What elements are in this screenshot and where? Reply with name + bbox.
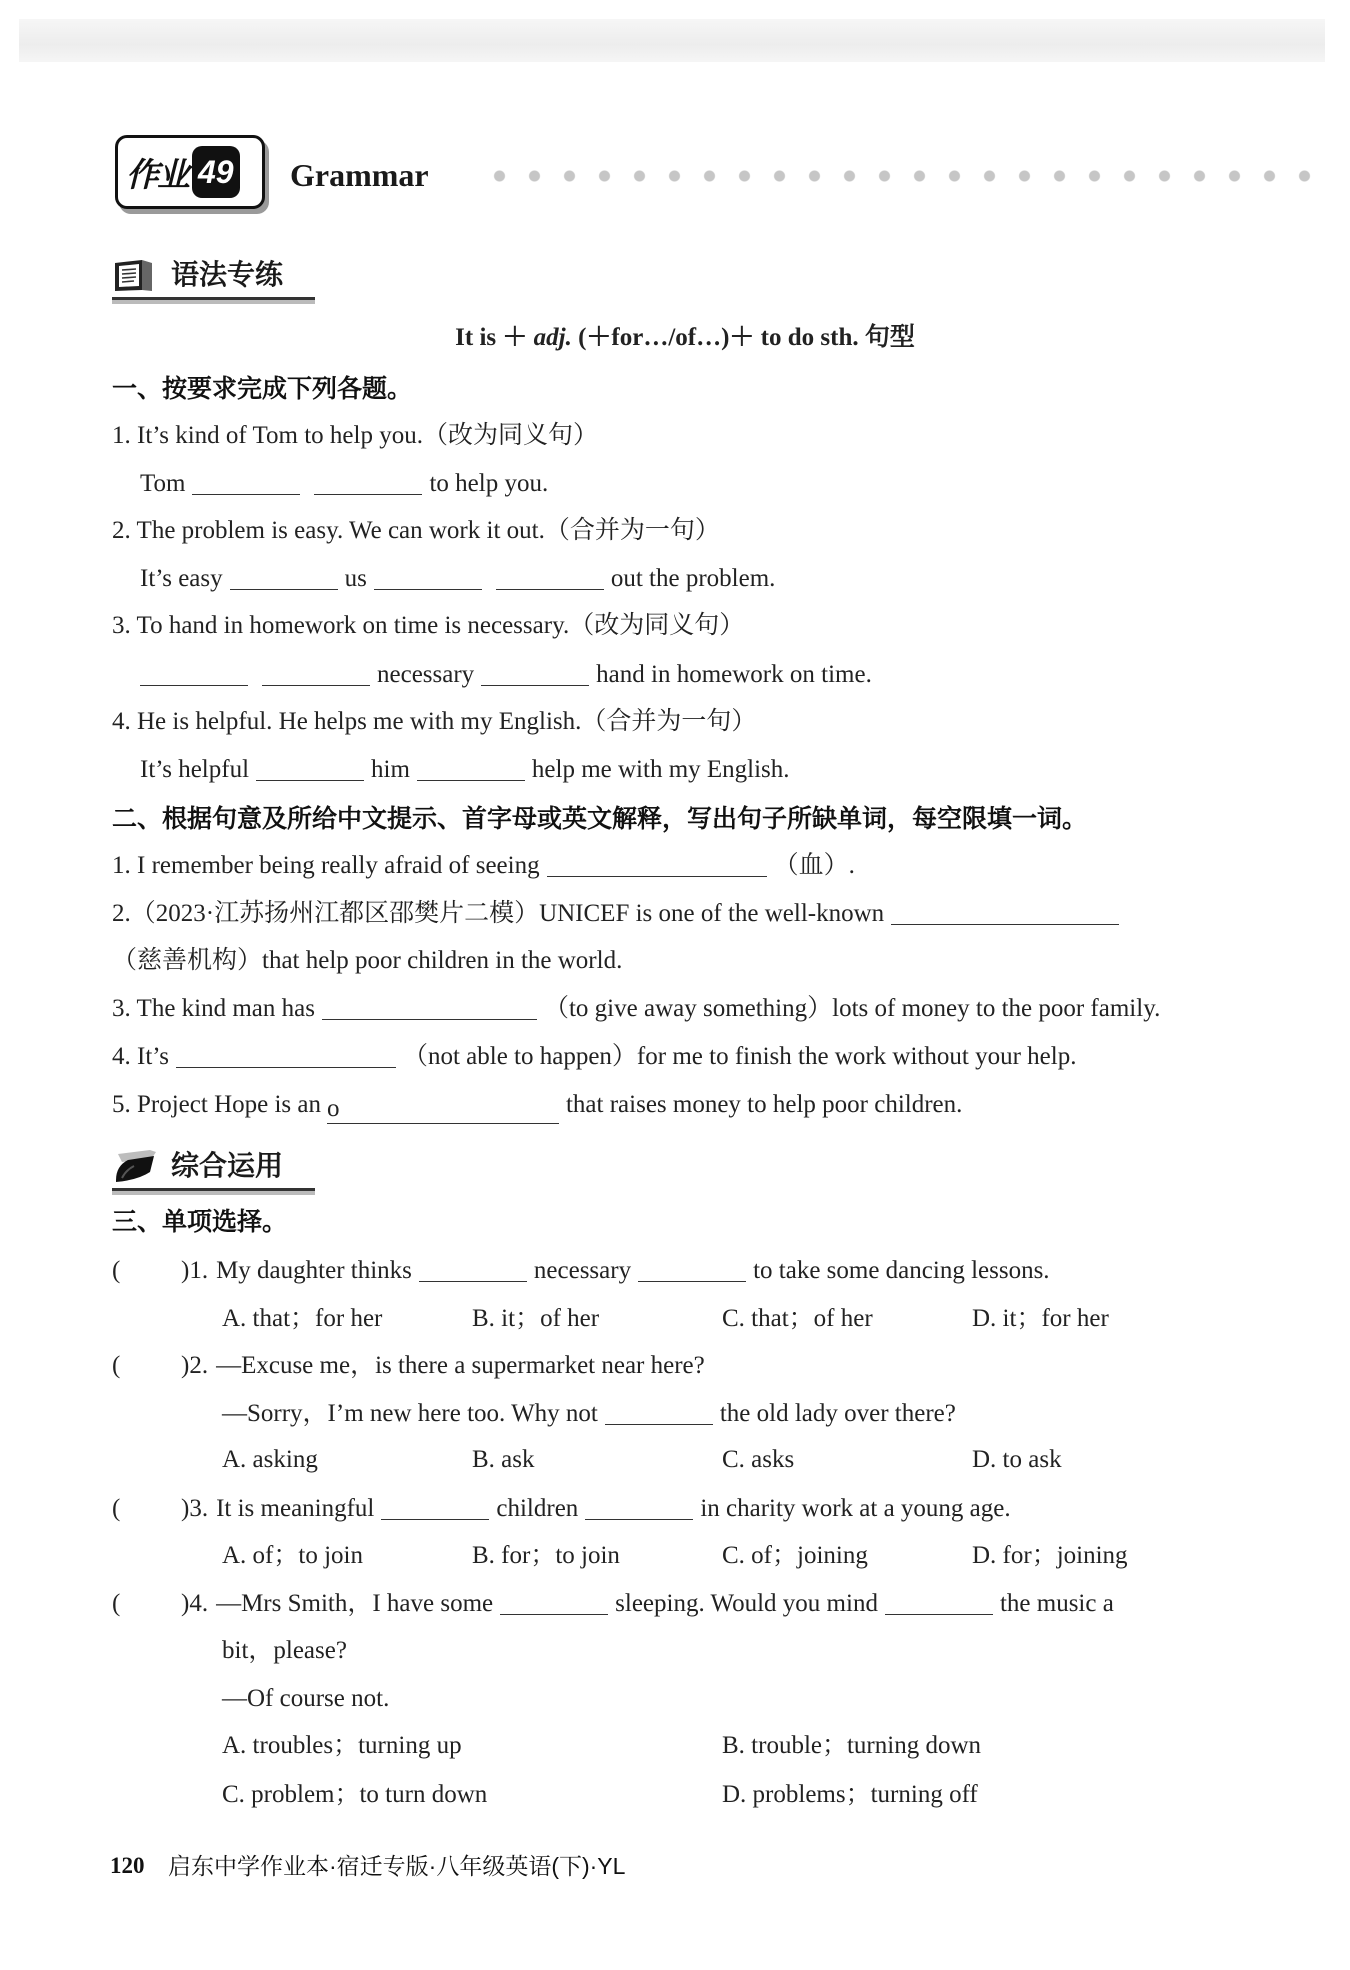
option-a: A. that；for her xyxy=(222,1305,383,1332)
answer-blank xyxy=(496,567,604,590)
question-source: （2023·江苏扬州江都区邵樊片二模） xyxy=(130,900,540,927)
answer-blank xyxy=(638,1259,746,1282)
question-text: sleeping. Would you mind xyxy=(615,1590,878,1617)
question-text: 4. It’s xyxy=(112,1043,169,1070)
book-icon xyxy=(112,257,158,293)
option-b: B. for；to join xyxy=(472,1542,620,1569)
answer-blank xyxy=(481,663,589,686)
part2-q2 xyxy=(112,890,1126,938)
answer-blank xyxy=(314,472,422,495)
option-a: A. troubles；turning up xyxy=(222,1732,462,1759)
question-text: —Excuse me，is there a supermarket near here? xyxy=(216,1352,705,1379)
part2-heading: 二、根据句意及所给中文提示、首字母或英文解释，写出句子所缺单词，每空限填一词。 xyxy=(112,805,1088,833)
badge-number: 49 xyxy=(192,146,240,198)
question-text: the old lady over there? xyxy=(719,1400,956,1427)
option-c: C. that；of her xyxy=(722,1305,873,1332)
answer-blank xyxy=(140,663,248,686)
question-text: in charity work at a young age. xyxy=(700,1495,1011,1522)
hint-text: （to give away something）lots of money to the poor family. xyxy=(543,995,1161,1022)
question-text: children xyxy=(496,1495,579,1522)
part3-heading: 三、单项选择。 xyxy=(112,1208,288,1236)
option-b: B. trouble；turning down xyxy=(722,1732,982,1759)
part1-heading: 一、按要求完成下列各题。 xyxy=(112,375,413,403)
option-c: C. problem；to turn down xyxy=(222,1781,488,1808)
option-d: D. to ask xyxy=(972,1446,1062,1473)
answer-blank xyxy=(262,663,370,686)
answer-blank xyxy=(585,1497,693,1520)
choice-q1-options xyxy=(0,1295,1350,1343)
choice-q4-options-row2 xyxy=(0,1771,1350,1819)
option-d: D. for；joining xyxy=(972,1542,1128,1569)
choice-q2-reply xyxy=(222,1390,956,1438)
question-number: 2. xyxy=(112,900,131,927)
answer-blank xyxy=(547,854,767,877)
hint-text: （not able to happen）for me to finish the work without your help. xyxy=(402,1043,1077,1070)
answer-blank xyxy=(419,1259,527,1282)
answer-blank xyxy=(417,758,525,781)
answer-bracket-open: ( xyxy=(112,1590,121,1617)
option-c: C. of；joining xyxy=(722,1542,868,1569)
answer-text: hand in homework on time. xyxy=(596,661,872,688)
question-text: 1. I remember being really afraid of seeing xyxy=(112,852,540,879)
choice-q2 xyxy=(112,1342,705,1390)
choice-q2-options xyxy=(0,1436,1350,1484)
option-a: A. of；to join xyxy=(222,1542,363,1569)
question-text: —Mrs Smith，I have some xyxy=(216,1590,494,1617)
answer-text: out the problem. xyxy=(610,565,776,592)
answer-text: Tom xyxy=(140,470,186,497)
answer-bracket-open: ( xyxy=(112,1352,121,1379)
question-text: 3. The kind man has xyxy=(112,995,315,1022)
answer-blank xyxy=(885,1592,993,1615)
unit-title: Grammar xyxy=(290,157,429,193)
question-number: 3. xyxy=(189,1495,209,1522)
answer-bracket-open: ( xyxy=(112,1495,121,1522)
option-a: A. asking xyxy=(222,1446,318,1473)
section-heading-label: 语法专练 xyxy=(171,259,284,290)
choice-q3-options xyxy=(0,1532,1350,1580)
question-number: 2. xyxy=(189,1352,209,1379)
section-heading-label: 综合运用 xyxy=(171,1150,284,1181)
choice-q4-reply: —Of course not. xyxy=(222,1685,390,1712)
answer-blank xyxy=(322,997,537,1020)
choice-q4-continued: bit，please? xyxy=(222,1637,347,1664)
question-text: UNICEF is one of the well-known xyxy=(539,900,885,927)
part2-q4 xyxy=(112,1033,1076,1081)
answer-bracket-close: ) xyxy=(181,1495,190,1522)
option-d: D. problems；turning off xyxy=(722,1781,978,1808)
question-text: necessary xyxy=(533,1257,632,1284)
part2-q2-continued: （慈善机构）that help poor children in the world. xyxy=(112,947,623,974)
badge-label: 作业 xyxy=(126,155,188,193)
answer-blank xyxy=(230,567,338,590)
answer-blank xyxy=(891,902,1119,925)
part1-q4-answer-line xyxy=(140,746,790,794)
question-text: that raises money to help poor children. xyxy=(565,1091,963,1118)
part1-q3-prompt: 3. To hand in homework on time is necessary.（改为同义句） xyxy=(112,612,745,639)
answer-bracket-close: ) xyxy=(181,1590,190,1617)
answer-text: to help you. xyxy=(429,470,549,497)
question-text: —Sorry，I’m new here too. Why not xyxy=(222,1400,598,1427)
question-number: 1. xyxy=(189,1257,209,1284)
part1-q4-prompt: 4. He is helpful. He helps me with my English.（合并为一句） xyxy=(112,708,757,735)
choice-q4-options-row1 xyxy=(0,1722,1350,1770)
answer-blank xyxy=(500,1592,608,1615)
option-c: C. asks xyxy=(722,1446,795,1473)
answer-blank xyxy=(176,1045,396,1068)
question-text: 5. Project Hope is an xyxy=(112,1091,321,1118)
part2-q1 xyxy=(112,842,855,890)
hint-text: （血）. xyxy=(773,852,855,879)
answer-blank xyxy=(381,1497,489,1520)
homework-badge xyxy=(115,135,265,209)
option-b: B. ask xyxy=(472,1446,535,1473)
answer-bracket-close: ) xyxy=(181,1257,190,1284)
question-text: to take some dancing lessons. xyxy=(753,1257,1050,1284)
section-heading-grammar-practice xyxy=(112,253,315,300)
part2-q5 xyxy=(112,1081,962,1129)
answer-text: help me with my English. xyxy=(531,756,790,783)
answer-blank xyxy=(605,1402,713,1425)
page-number: 120 xyxy=(110,1853,145,1878)
answer-blank-with-initial: o xyxy=(327,1095,559,1124)
dot-divider xyxy=(482,166,1322,186)
part1-q3-answer-line xyxy=(133,651,872,699)
choice-q4 xyxy=(112,1580,1114,1628)
question-text: My daughter thinks xyxy=(216,1257,412,1284)
pattern-suffix: (＋for…/of…)＋ to do sth. 句型 xyxy=(571,324,915,351)
pen-icon xyxy=(112,1148,160,1184)
pattern-prefix: It is ＋ xyxy=(455,324,534,351)
pattern-adj: adj. xyxy=(533,324,572,351)
part1-q1-answer-line xyxy=(140,460,548,508)
answer-text: us xyxy=(344,565,367,592)
question-text: the music a xyxy=(999,1590,1114,1617)
pattern-title xyxy=(20,314,1350,362)
question-number: 4. xyxy=(189,1590,209,1617)
option-b: B. it；of her xyxy=(472,1305,600,1332)
part1-q2-answer-line xyxy=(140,555,775,603)
answer-bracket-open: ( xyxy=(112,1257,121,1284)
book-title: 启东中学作业本·宿迁专版·八年级英语(下)·YL xyxy=(168,1853,626,1879)
option-d: D. it；for her xyxy=(972,1305,1109,1332)
part1-q2-prompt: 2. The problem is easy. We can work it out.（合并为一句） xyxy=(112,517,720,544)
answer-blank xyxy=(374,567,482,590)
answer-blank xyxy=(192,472,300,495)
answer-bracket-close: ) xyxy=(181,1352,190,1379)
scan-shadow-strip xyxy=(19,19,1325,62)
part2-q3 xyxy=(112,985,1160,1033)
answer-text: him xyxy=(371,756,410,783)
section-heading-review xyxy=(112,1144,315,1191)
choice-q1 xyxy=(112,1247,1050,1295)
question-text: It is meaningful xyxy=(216,1495,375,1522)
answer-blank xyxy=(256,758,364,781)
answer-text: It’s easy xyxy=(140,565,223,592)
answer-text: It’s helpful xyxy=(140,756,250,783)
answer-text: necessary xyxy=(377,661,475,688)
choice-q3 xyxy=(112,1485,1011,1533)
part1-q1-prompt: 1. It’s kind of Tom to help you.（改为同义句） xyxy=(112,422,598,449)
